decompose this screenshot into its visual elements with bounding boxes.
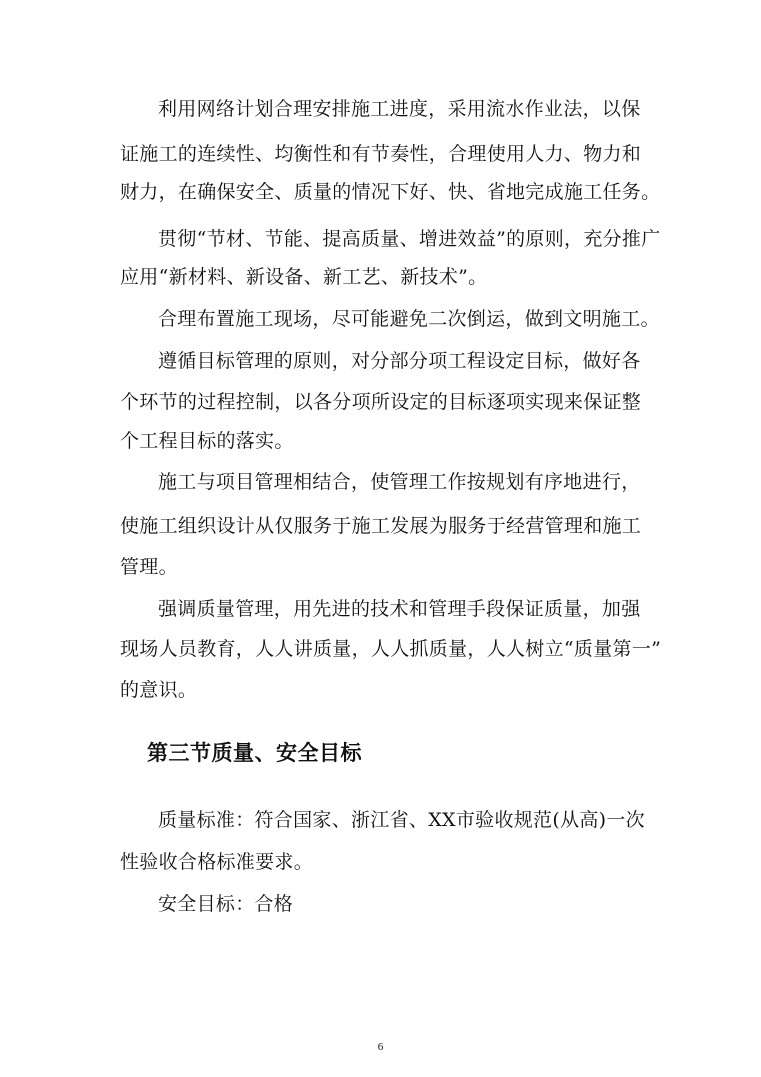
paragraph-1-line-1: 利用网络计划合理安排施工进度，采用流水作业法，以保 (158, 98, 641, 120)
paragraph-6-line-1: 强调质量管理，用先进的技术和管理手段保证质量，加强 (158, 598, 641, 620)
paragraph-5-line-2: 使施工组织设计从仅服务于施工发展为服务于经营管理和施工 (120, 515, 642, 537)
paragraph-4-line-1: 遵循目标管理的原则，对分部分项工程设定目标，做好各 (158, 350, 641, 372)
section-heading: 第三节质量、安全目标 (147, 741, 362, 765)
paragraph-5-line-1: 施工与项目管理相结合，使管理工作按规划有序地进行， (158, 471, 641, 493)
paragraph-5-line-3: 管理。 (120, 556, 178, 578)
paragraph-1-line-2: 证施工的连续性、均衡性和有节奏性，合理使用人力、物力和 (120, 143, 642, 165)
quality-standard-line-2: 性验收合格标准要求。 (120, 851, 314, 873)
paragraph-6-line-3: 的意识。 (120, 679, 198, 701)
paragraph-6-line-2: 现场人员教育，人人讲质量，人人抓质量，人人树立“质量第一” (120, 638, 662, 660)
paragraph-1-line-3: 财力，在确保安全、质量的情况下好、快、省地完成施工任务。 (120, 181, 661, 203)
paragraph-2-line-2: 应用“新材料、新设备、新工艺、新技术”。 (120, 266, 488, 288)
page-number: 6 (377, 1041, 384, 1053)
paragraph-4-line-3: 个工程目标的落实。 (120, 430, 294, 452)
quality-standard-line-1: 质量标准：符合国家、浙江省、XX市验收规范(从高)一次 (158, 809, 645, 831)
paragraph-4-line-2: 个环节的过程控制，以各分项所设定的目标逐项实现来保证整 (120, 391, 642, 413)
paragraph-3-line-1: 合理布置施工现场，尽可能避免二次倒运，做到文明施工。 (158, 308, 660, 330)
safety-target-line: 安全目标：合格 (158, 893, 294, 915)
paragraph-2-line-1: 贯彻“节材、节能、提高质量、增进效益”的原则，充分推广 (158, 228, 661, 250)
